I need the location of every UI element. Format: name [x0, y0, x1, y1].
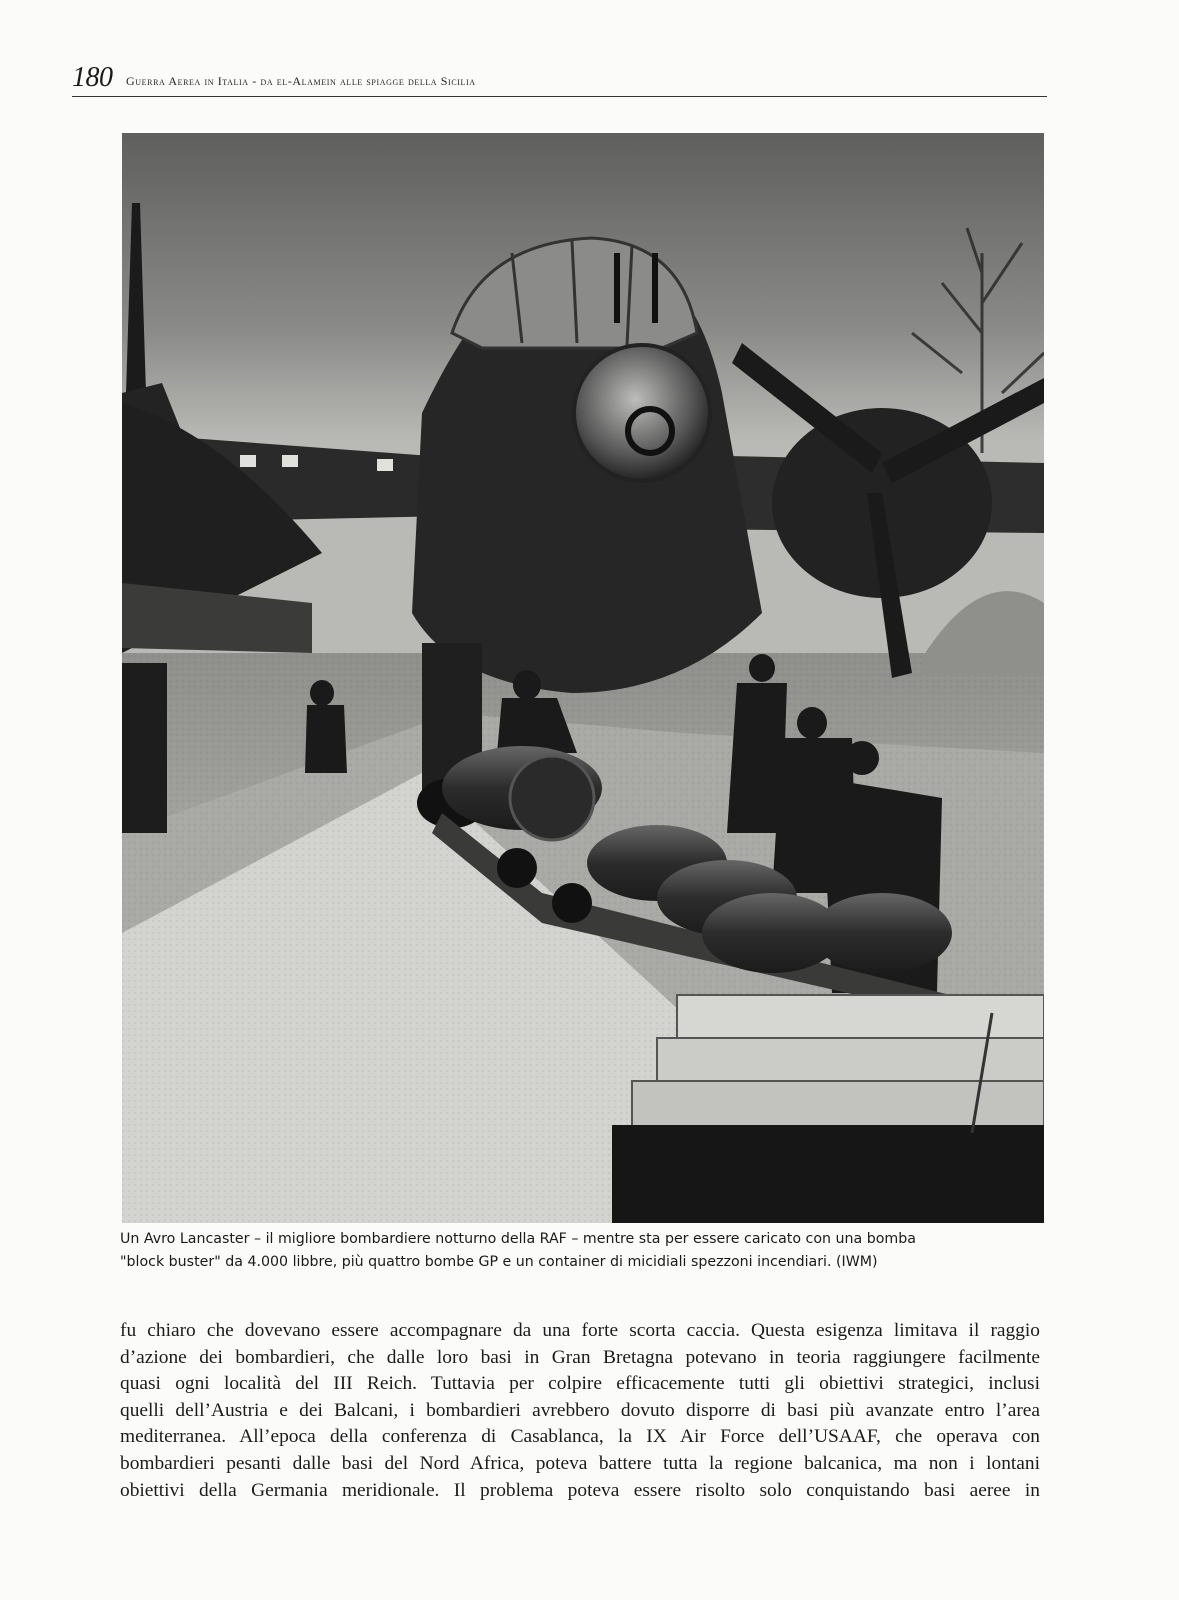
running-title: Guerra Aerea in Italia - da el-Alamein alle spiagge della Sicilia [126, 74, 476, 88]
page-header [72, 58, 1047, 97]
lancaster-photo [122, 133, 1044, 1223]
photo-caption [120, 1228, 1050, 1274]
page-number: 180 [72, 62, 113, 93]
body-line: d’azione dei bombardieri, che dalle loro basi in Gran Bretagna potevano in teoria raggiungere facilmente [120, 1346, 1040, 1368]
body-paragraph [120, 1318, 1040, 1504]
body-line: quasi ogni località del III Reich. Tuttavia per colpire efficacemente tutti gli obiettivi strategici, inclusi [120, 1373, 1040, 1395]
body-line: fu chiaro che dovevano essere accompagnare da una forte scorta caccia. Questa esigenza limitava il raggio [120, 1320, 1040, 1341]
body-line: quelli dell’Austria e dei Balcani, i bombardieri avrebbero dovuto disporre di basi più avanzate entro l’area [120, 1399, 1040, 1421]
caption-line: Un Avro Lancaster – il migliore bombardiere notturno della RAF – mentre sta per essere caricato con una bomba [120, 1231, 916, 1247]
caption-line: "block buster" da 4.000 libbre, più quattro bombe GP e un container di micidiali spezzoni incendiari. (IWM) [120, 1254, 878, 1270]
body-line: obiettivi della Germania meridionale. Il problema poteva essere risolto solo conquistando basi aeree in [120, 1479, 1040, 1501]
body-line: bombardieri pesanti dalle basi del Nord Africa, poteva battere tutta la regione balcanica, ma non i lontani [120, 1452, 1040, 1474]
body-line: mediterranea. All’epoca della conferenza di Casablanca, la IX Air Force dell’USAAF, che operava con [120, 1426, 1040, 1448]
